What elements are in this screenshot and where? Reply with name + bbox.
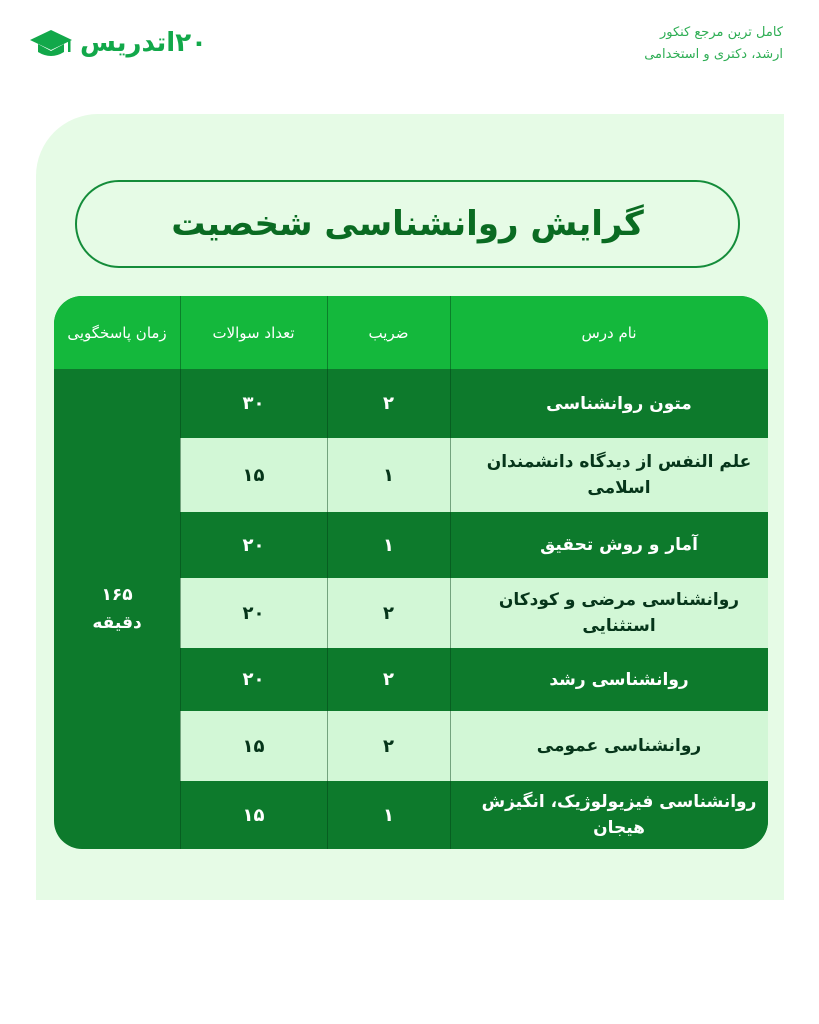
course-cell: متون روانشناسی — [546, 393, 692, 414]
coefficient-cell: ۲ — [383, 393, 394, 414]
coefficient-cell: ۱ — [383, 464, 394, 486]
tagline-line-2: ارشد، دکتری و استخدامی — [644, 47, 783, 62]
questions-cell: ۱۵ — [242, 804, 265, 826]
header-course: نام درس — [450, 296, 768, 369]
logo-text: ۲۰اتدریس — [80, 28, 207, 58]
questions-cell: ۲۰ — [242, 534, 265, 556]
table-row — [180, 578, 768, 648]
table-row — [180, 711, 768, 781]
coefficient-cell: ۲ — [383, 669, 394, 690]
questions-cell: ۳۰ — [242, 393, 265, 414]
time-unit: دقیقه — [92, 613, 142, 633]
course-cell: روانشناسی مرضی و کودکان استثنایی — [498, 590, 740, 636]
page-title: گرایش روانشناسی شخصیت — [171, 204, 644, 244]
coefficient-cell: ۲ — [383, 602, 394, 624]
questions-cell: ۱۵ — [242, 464, 265, 486]
tagline-line-1: کامل ترین مرجع کنکور — [659, 25, 783, 40]
questions-cell: ۲۰ — [242, 669, 265, 690]
table-row — [180, 369, 768, 438]
time-value: ۱۶۵ — [101, 585, 133, 605]
course-cell: آمار و روش تحقیق — [540, 535, 698, 555]
column-divider — [180, 296, 181, 849]
tagline — [644, 22, 783, 66]
graduation-cap-icon — [28, 26, 74, 60]
header-questions: تعداد سوالات — [180, 296, 327, 369]
header-time: زمان پاسخگویی — [54, 296, 180, 369]
coefficient-cell: ۲ — [383, 735, 394, 757]
column-divider — [327, 296, 328, 849]
brand-logo — [28, 26, 207, 60]
coefficient-cell: ۱ — [383, 534, 394, 556]
course-cell: علم النفس از دیدگاه دانشمندان اسلامی — [486, 452, 752, 498]
column-divider — [450, 296, 451, 849]
course-cell: روانشناسی رشد — [549, 669, 689, 690]
title-banner — [75, 180, 740, 268]
course-table — [54, 296, 768, 849]
course-cell: روانشناسی فیزیولوژیک، انگیزش هیجان — [481, 792, 757, 838]
time-cell — [54, 369, 180, 849]
course-cell: روانشناسی عمومی — [536, 736, 702, 756]
table-row — [180, 438, 768, 512]
header-coefficient: ضریب — [327, 296, 450, 369]
table-row — [180, 781, 768, 849]
questions-cell: ۲۰ — [242, 602, 265, 624]
questions-cell: ۱۵ — [242, 735, 265, 757]
table-row — [180, 648, 768, 711]
coefficient-cell: ۱ — [383, 804, 394, 826]
table-row — [180, 512, 768, 578]
